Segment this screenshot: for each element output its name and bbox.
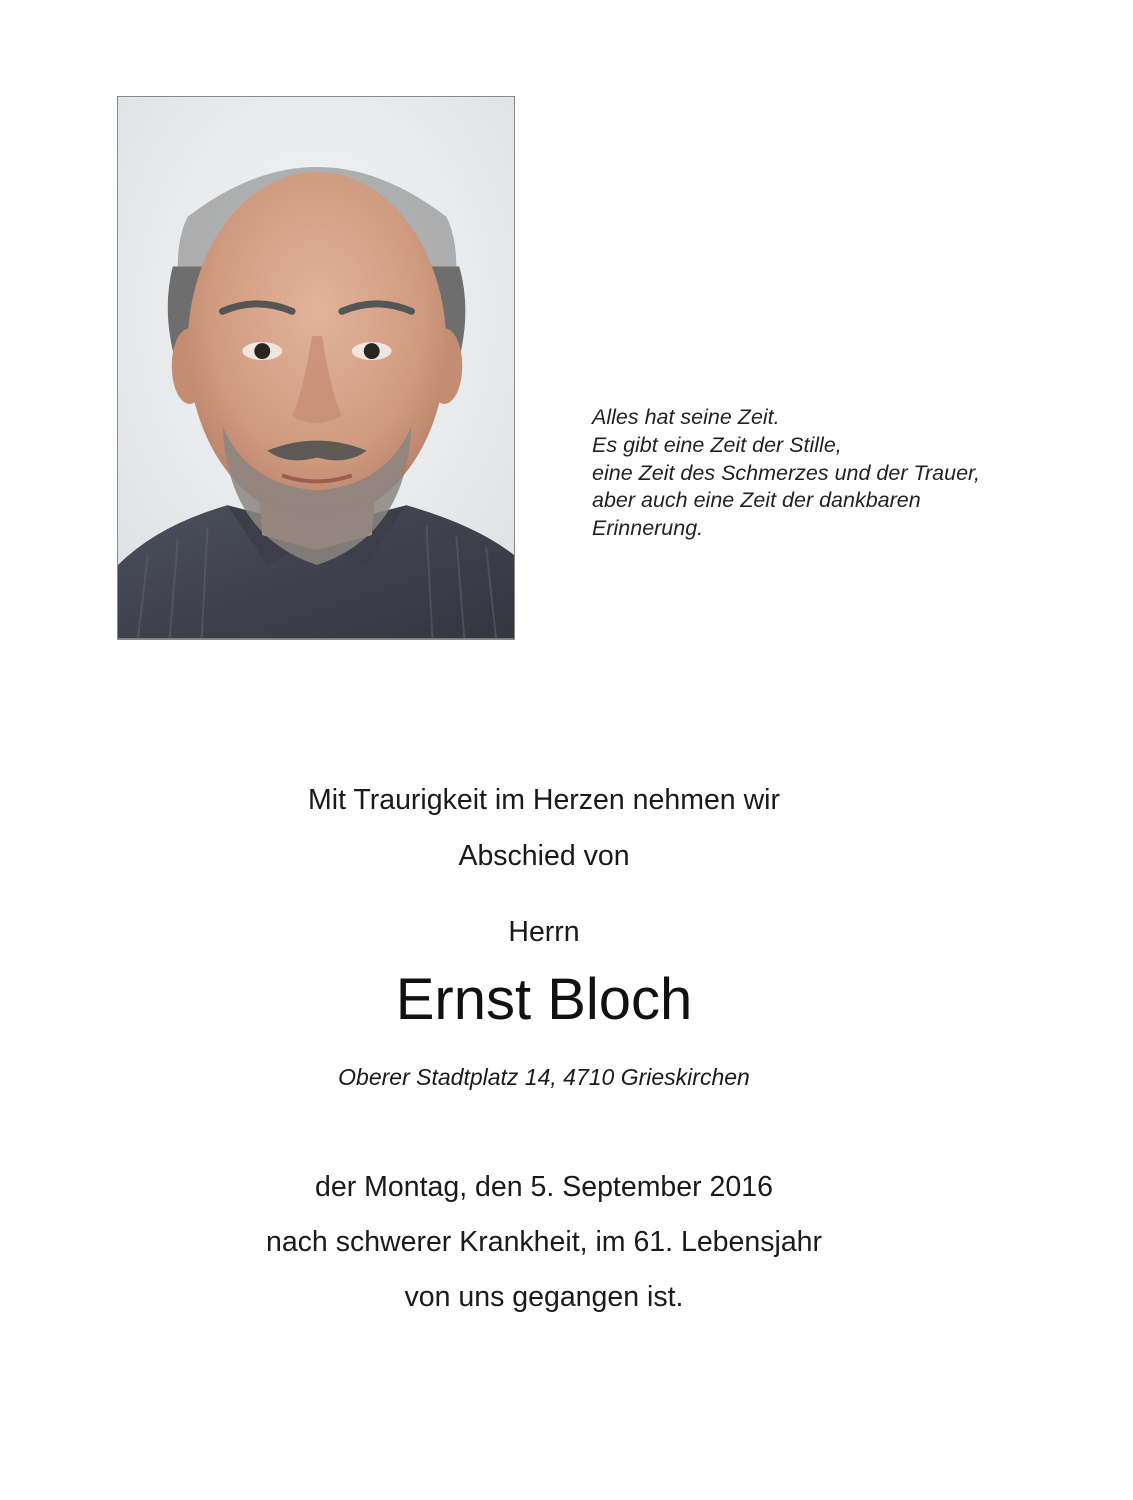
intro-line-1: Mit Traurigkeit im Herzen nehmen wir (308, 784, 780, 816)
closing-line-3: von uns gegangen ist. (404, 1281, 684, 1313)
closing-line-1: der Montag, den 5. September 2016 (315, 1171, 773, 1203)
quote-line: Erinnerung. (592, 516, 704, 541)
closing-text (0, 1160, 1088, 1325)
deceased-name: Ernst Bloch (395, 967, 693, 1032)
portrait-illustration (118, 97, 514, 639)
intro-text (0, 772, 1088, 884)
deceased-address: Oberer Stadtplatz 14, 4710 Grieskirchen (338, 1064, 750, 1090)
quote-line: Es gibt eine Zeit der Stille, (592, 432, 842, 457)
quote-line: aber auch eine Zeit der dankbaren (592, 488, 921, 513)
salutation: Herrn (508, 916, 580, 948)
quote-line: eine Zeit des Schmerzes und der Trauer, (592, 460, 980, 485)
closing-line-2: nach schwerer Krankheit, im 61. Lebensjahr (265, 1226, 823, 1258)
portrait-photo (117, 96, 515, 640)
intro-line-2: Abschied von (458, 840, 630, 872)
memorial-quote (592, 404, 1112, 543)
quote-line: Alles hat seine Zeit. (592, 405, 780, 429)
